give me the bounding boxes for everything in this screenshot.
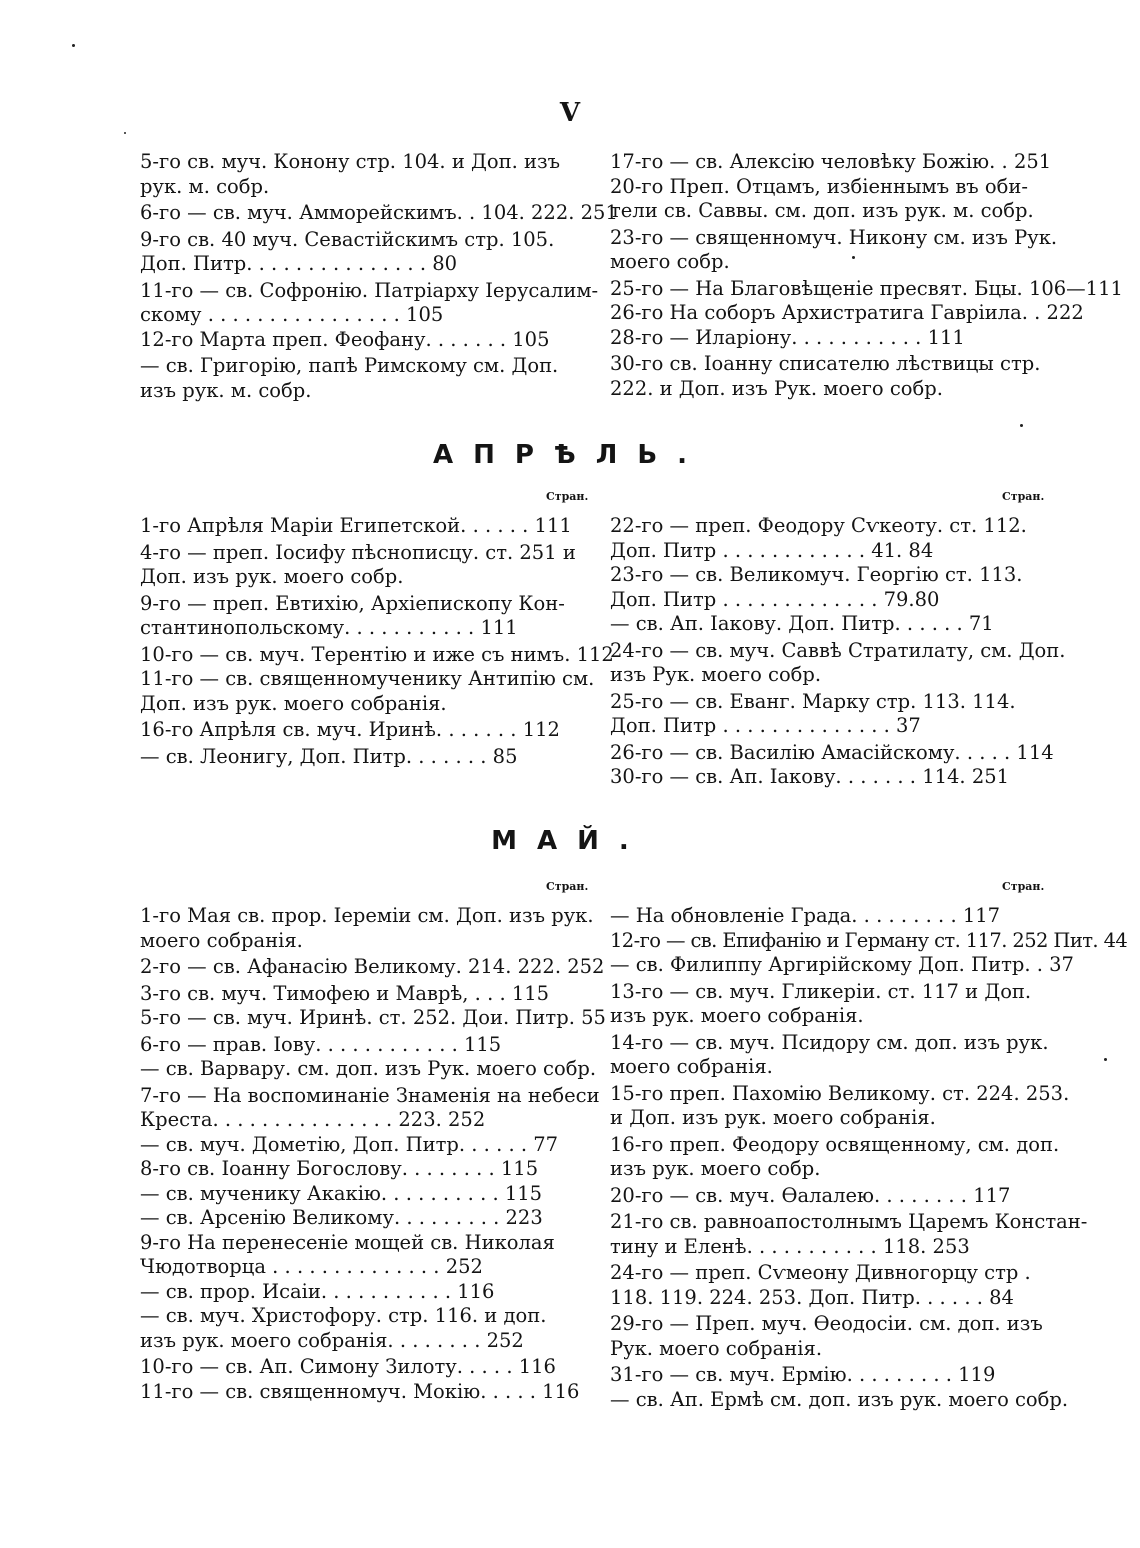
entry-line: 16-го преп. Феодору освященному, см. доп. — [610, 1132, 1060, 1156]
entry-line: 30-го — св. Ап. Іакову. . . . . . . 114. 251 — [610, 765, 1010, 788]
entry-line: 21-го св. равноапостолнымъ Царемъ Констан- — [610, 1210, 1088, 1233]
entry-line: 10-го — св. муч. Терентію и иже съ нимъ. 112 — [140, 642, 614, 666]
entry-line: 8-го св. Іоанну Богослову. . . . . . . . 115 — [140, 1157, 539, 1180]
entry-line: изъ рук. моего собранія. — [610, 1004, 864, 1027]
entry-line: — св. Григорію, папѣ Римскому см. Доп. — [140, 354, 559, 377]
entry-line: Доп. Питр . . . . . . . . . . . . . 79.80 — [610, 587, 940, 611]
scan-speck — [72, 44, 75, 47]
entry-line: 24-го — св. муч. Саввѣ Стратилату, см. Доп. — [610, 638, 1066, 662]
entry-line: — св. Ап. Іакову. Доп. Питр. . . . . . 71 — [610, 612, 994, 635]
scan-speck — [1104, 1058, 1107, 1061]
entry-line: 28-го — Иларіону. . . . . . . . . . . 111 — [610, 325, 965, 349]
april-stran-label-right: Стран. — [1002, 490, 1045, 503]
entry-line: — На обновленіе Града. . . . . . . . . 117 — [610, 904, 1001, 927]
may-heading: МАЙ. — [491, 826, 649, 856]
entry-line: Чюдотворца . . . . . . . . . . . . . . 252 — [140, 1255, 483, 1278]
entry-line: 1-го Апрѣля Маріи Египетской. . . . . . 111 — [140, 514, 572, 537]
entry-line: 9-го — преп. Евтихію, Архіепископу Кон- — [140, 591, 565, 615]
entry-line: изъ рук. моего собранія. . . . . . . . 252 — [140, 1328, 524, 1352]
entry-line: — св. мученику Акакію. . . . . . . . . . 115 — [140, 1181, 543, 1205]
entry-line: 13-го — св. муч. Гликеріи. ст. 117 и Доп. — [610, 979, 1032, 1003]
entry-line: 7-го — На воспоминаніе Знаменія на небеси — [140, 1083, 600, 1107]
may-stran-label-right: Стран. — [1002, 880, 1045, 893]
entry-line: Доп. изъ рук. моего собранія. — [140, 691, 447, 715]
entry-line: моего собр. — [610, 250, 730, 273]
entry-line: — св. Варвару. см. доп. изъ Рук. моего собр. — [140, 1057, 597, 1080]
entry-line: Доп. Питр. . . . . . . . . . . . . . . 80 — [140, 252, 458, 275]
entry-line: Креста. . . . . . . . . . . . . . . 223. 252 — [140, 1108, 486, 1131]
april-left-column — [140, 514, 614, 769]
entry-line: 6-го — прав. Іову. . . . . . . . . . . . 115 — [140, 1032, 502, 1056]
entry-line: 9-го На перенесеніе мощей св. Николая — [140, 1230, 555, 1254]
entry-line: 17-го — св. Алексію человѣку Божію. . 251 — [610, 150, 1052, 173]
entry-line: изъ рук. моего собр. — [610, 1157, 821, 1180]
entry-line: 222. и Доп. изъ Рук. моего собр. — [610, 376, 943, 400]
entry-line: 2-го — св. Афанасію Великому. 214. 222. 252 — [140, 955, 605, 978]
entry-line: Рук. моего собранія. — [610, 1336, 823, 1360]
entry-line: 10-го — св. Ап. Симону Зилоту. . . . . 116 — [140, 1355, 556, 1378]
entry-line: тели св. Саввы. см. доп. изъ рук. м. собр. — [610, 199, 1034, 222]
entry-line: Доп. Питр . . . . . . . . . . . . . . 37 — [610, 714, 921, 737]
entry-line: Доп. изъ рук. моего собр. — [140, 565, 404, 588]
entry-line: — св. прор. Исаіи. . . . . . . . . . . 116 — [140, 1279, 495, 1303]
entry-line: 31-го — св. муч. Ермію. . . . . . . . . 119 — [610, 1363, 996, 1386]
entry-line: и Доп. изъ рук. моего собранія. — [610, 1106, 936, 1129]
entry-line: изъ рук. м. собр. — [140, 378, 312, 402]
entry-line: изъ Рук. моего собр. — [610, 663, 822, 686]
april-stran-label-left: Стран. — [546, 490, 589, 503]
entry-line: 23-го — св. Великомуч. Георгію ст. 113. — [610, 563, 1023, 586]
entry-line: 20-го Преп. Отцамъ, избіеннымъ въ оби- — [610, 174, 1028, 198]
entry-line: скому . . . . . . . . . . . . . . . . 105 — [140, 303, 444, 326]
entry-line: 29-го — Преп. муч. Ѳеодосіи. см. доп. изъ — [610, 1312, 1043, 1335]
entry-line: — св. Филиппу Аргирійскому Доп. Питр. . 37 — [610, 953, 1074, 976]
entry-line: 6-го — св. муч. Амморейскимъ. . 104. 222. 251 — [140, 201, 618, 224]
entry-line: — св. муч. Христофору. стр. 116. и доп. — [140, 1304, 547, 1327]
entry-line: 11-го — св. Софронію. Патріарху Іерусалим- — [140, 278, 599, 302]
entry-line: 1-го Мая св. прор. Іереміи см. Доп. изъ рук. — [140, 904, 594, 927]
april-heading: АПРѢЛЬ. — [432, 440, 708, 470]
entry-line: 26-го — св. Василію Амасійскому. . . . . 114 — [610, 740, 1054, 764]
entry-line: 26-го На соборъ Архистратига Гавріила. . 222 — [610, 301, 1084, 324]
entry-line: 23-го — священномуч. Никону см. изъ Рук. — [610, 225, 1058, 249]
page-number: V — [559, 98, 581, 128]
march-right-column — [610, 150, 1123, 401]
entry-line: 5-го св. муч. Конону стр. 104. и Доп. изъ — [140, 150, 561, 173]
entry-line: 25-го — На Благовѣщеніе пресвят. Бцы. 106—111 — [610, 276, 1123, 300]
entry-line: тину и Еленѣ. . . . . . . . . . . 118. 253 — [610, 1234, 970, 1258]
entry-line: — св. Арсенію Великому. . . . . . . . . 223 — [140, 1206, 543, 1229]
entry-line: 12-го Марта преп. Феофану. . . . . . . 105 — [140, 327, 550, 351]
entry-line: — св. Леонигу, Доп. Питр. . . . . . . 85 — [140, 744, 518, 768]
may-right-column — [610, 904, 1128, 1412]
entry-line: 11-го — св. священномуч. Мокію. . . . . 116 — [140, 1379, 580, 1403]
april-right-column — [610, 514, 1066, 790]
scan-speck — [124, 132, 126, 134]
entry-line: 16-го Апрѣля св. муч. Иринѣ. . . . . . . 112 — [140, 718, 560, 741]
entry-line: моего собранія. — [610, 1055, 773, 1078]
entry-line: 9-го св. 40 муч. Севастійскимъ стр. 105. — [140, 227, 555, 251]
entry-line: 20-го — св. муч. Ѳалалею. . . . . . . . 117 — [610, 1183, 1011, 1207]
entry-line: 22-го — преп. Феодору Сѵкеоту. ст. 112. — [610, 514, 1027, 537]
entry-line: 14-го — св. муч. Псидору см. доп. изъ рук. — [610, 1030, 1049, 1054]
entry-line: 15-го преп. Пахомію Великому. ст. 224. 253. — [610, 1081, 1070, 1105]
may-stran-label-left: Стран. — [546, 880, 589, 893]
entry-line: 3-го св. муч. Тимофею и Маврѣ, . . . 115 — [140, 981, 550, 1005]
entry-line: 30-го св. Іоанну списателю лѣствицы стр. — [610, 352, 1041, 375]
entry-line: 4-го — преп. Іосифу пѣснописцу. ст. 251 и — [140, 540, 576, 564]
entry-line: — св. Ап. Ермѣ см. доп. изъ рук. моего собр. — [610, 1387, 1069, 1411]
entry-line: рук. м. собр. — [140, 174, 270, 198]
entry-line: Доп. Питр . . . . . . . . . . . . 41. 84 — [610, 538, 934, 562]
entry-line: 24-го — преп. Сѵмеону Дивногорцу стр . — [610, 1261, 1031, 1284]
march-left-column — [140, 150, 618, 403]
entry-line: стантинопольскому. . . . . . . . . . . 111 — [140, 616, 518, 639]
entry-line: 5-го — св. муч. Иринѣ. ст. 252. Дои. Питр. 55 — [140, 1006, 606, 1029]
entry-line: 12-го — св. Епифанію и Герману ст. 117. 252 Пит. 44 — [610, 928, 1128, 952]
entry-line: — св. муч. Дометію, Доп. Питр. . . . . . 77 — [140, 1132, 559, 1156]
may-left-column — [140, 904, 606, 1404]
scan-speck — [1020, 424, 1023, 427]
entry-line: 118. 119. 224. 253. Доп. Питр. . . . . . 84 — [610, 1285, 1014, 1309]
entry-line: 25-го — св. Еванг. Марку стр. 113. 114. — [610, 689, 1016, 713]
entry-line: 11-го — св. священномученику Антипію см. — [140, 667, 595, 690]
entry-line: моего собранія. — [140, 928, 303, 952]
